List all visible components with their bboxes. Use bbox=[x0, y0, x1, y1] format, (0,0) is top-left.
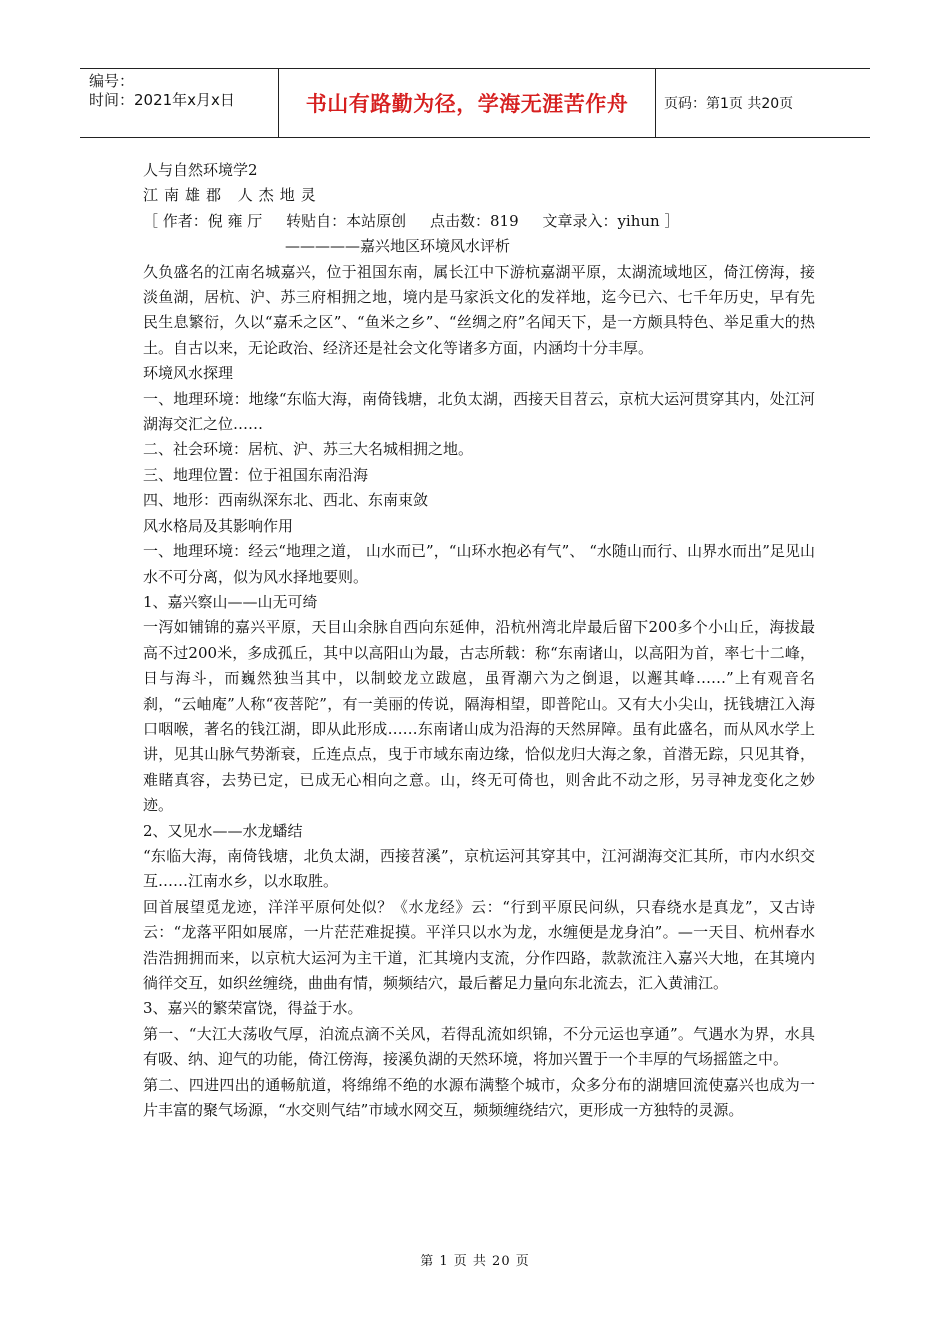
paragraph: 久负盛名的江南名城嘉兴，位于祖国东南，属长江中下游杭嘉湖平原，太湖流域地区，倚江傍海，接淡鱼湖，居杭、沪、苏三府相拥之地，境内是马家浜文化的发祥地，迄今已六、七千年历史，早有先民生息繁衍，久以“嘉禾之区”、“鱼米之乡”、“丝绸之府”名闻天下，是一方颇具特色、举足重大的热土。自古以来，无论政治、经济还是社会文化等诸多方面，内涵均十分丰厚。 bbox=[143, 262, 815, 357]
section-heading: 环境风水探理 bbox=[143, 364, 234, 383]
header-page-number: 页码：第1页 共20页 bbox=[664, 96, 794, 112]
paragraph: “东临大海，南倚钱塘，北负太湖，西接苕溪”，京杭运河其穿其中，江河湖海交汇其所，市内水织交互……江南水乡，以水取胜。 bbox=[143, 846, 815, 891]
article-heading: 江南雄郡 人杰地灵 bbox=[143, 186, 322, 205]
section-heading: 风水格局及其影响作用 bbox=[143, 516, 294, 535]
article-title: 人与自然环境学2 bbox=[143, 161, 258, 179]
subsection-heading: 2、又见水——水龙蟠结 bbox=[143, 821, 303, 840]
article-body bbox=[143, 158, 815, 1123]
document-number-label: 编号： bbox=[89, 72, 135, 90]
paragraph: 第二、四进四出的通畅航道，将绵绵不绝的水源布满整个城市，众多分布的湖塘回流使嘉兴也成为一片丰富的聚气场源，“水交则气结”市域水网交互，频频缠绕结穴，更形成一方独特的灵源。 bbox=[143, 1075, 815, 1120]
article-subtitle: —————嘉兴地区环境风水评析 bbox=[285, 237, 511, 256]
subsection-heading: 1、嘉兴察山——山无可绮 bbox=[143, 592, 318, 611]
paragraph: 第一、“大江大荡收气厚，泊流点滴不关风，若得乱流如织锦，不分元运也享通”。气遇水为界，水具有吸、纳、迎气的功能，倚江傍海，接溪负湖的天然环境，将加兴置于一个丰厚的气场摇篮之中。 bbox=[143, 1024, 815, 1069]
paragraph: 一、地理环境：经云“地理之道， 山水而已”，“山环水抱必有气”、 “水随山而行、山界水而出”足见山水不可分离，似为风水择地要则。 bbox=[143, 542, 815, 586]
paragraph: 三、地理位置：位于祖国东南沿海 bbox=[143, 465, 369, 484]
subsection-heading: 3、嘉兴的繁荣富饶，得益于水。 bbox=[143, 999, 363, 1018]
header-motto: 书山有路勤为径，学海无涯苦作舟 bbox=[279, 69, 656, 137]
document-date: 时间：2021年x月x日 bbox=[89, 91, 235, 109]
header-info-cell bbox=[80, 69, 279, 137]
paragraph: 回首展望觅龙迹，洋洋平原何处似？《水龙经》云：“行到平原民问纵，只春绕水是真龙”，又古诗云：“龙落平阳如展席，一片茫茫难捉摸。平洋只以水为龙，水缠便是龙身泊”。—一天目、杭州春水浩浩拥拥而来，以京杭大运河为主干道，汇其境内支流，分作四路，款款流注入嘉兴大地，在其境内徜徉交互，如织丝缠绕，曲曲有情，频频结穴，最后蓄足力量向东北流去，汇入黄浦江。 bbox=[143, 897, 815, 992]
page-header-table bbox=[80, 68, 870, 138]
paragraph: 一、地理环境：地缘“东临大海，南倚钱塘，北负太湖，西接天目苕云，京杭大运河贯穿其内，处江河湖海交汇之位…… bbox=[143, 389, 815, 434]
paragraph: 二、社会环境：居杭、沪、苏三大名城相拥之地。 bbox=[143, 440, 474, 459]
page-footer: 第 1 页 共 20 页 bbox=[420, 1254, 530, 1269]
paragraph: 四、地形：西南纵深东北、西北、东南束敛 bbox=[143, 491, 429, 510]
paragraph: 一泻如铺锦的嘉兴平原，天目山余脉自西向东延伸，沿杭州湾北岸最后留下200多个小山丘，海拔最高不过200米，多成孤丘，其中以高阳山为最，古志所载：称“东南诸山，以高阳为首，率七十二峰，日与海斗，而巍然独当其中，以制蛟龙立跋扈，虽胥潮六为之倒退，以邂其峰……”上有观音名刹，“云岫庵”人称“夜菩陀”，有一美丽的传说，隔海相望，即普陀山。又有大小尖山，抚钱塘江入海口咽喉，著名的钱江湖，即从此形成……东南诸山成为沿海的天然屏障。虽有此盛名，而从风水学上讲，见其山脉气势渐衰，丘连点点，曳于市域东南边缘，恰似龙归大海之象，首潜无踪，只见其脊，难睹真容，去势已定，已成无心相向之意。山，终无可倚也，则舍此不动之形，另寻神龙变化之妙迹。 bbox=[143, 618, 815, 815]
article-meta: ［ 作者：倪 雍 厅 转贴自：本站原创 点击数：819 文章录入：yihun ］ bbox=[143, 211, 680, 230]
